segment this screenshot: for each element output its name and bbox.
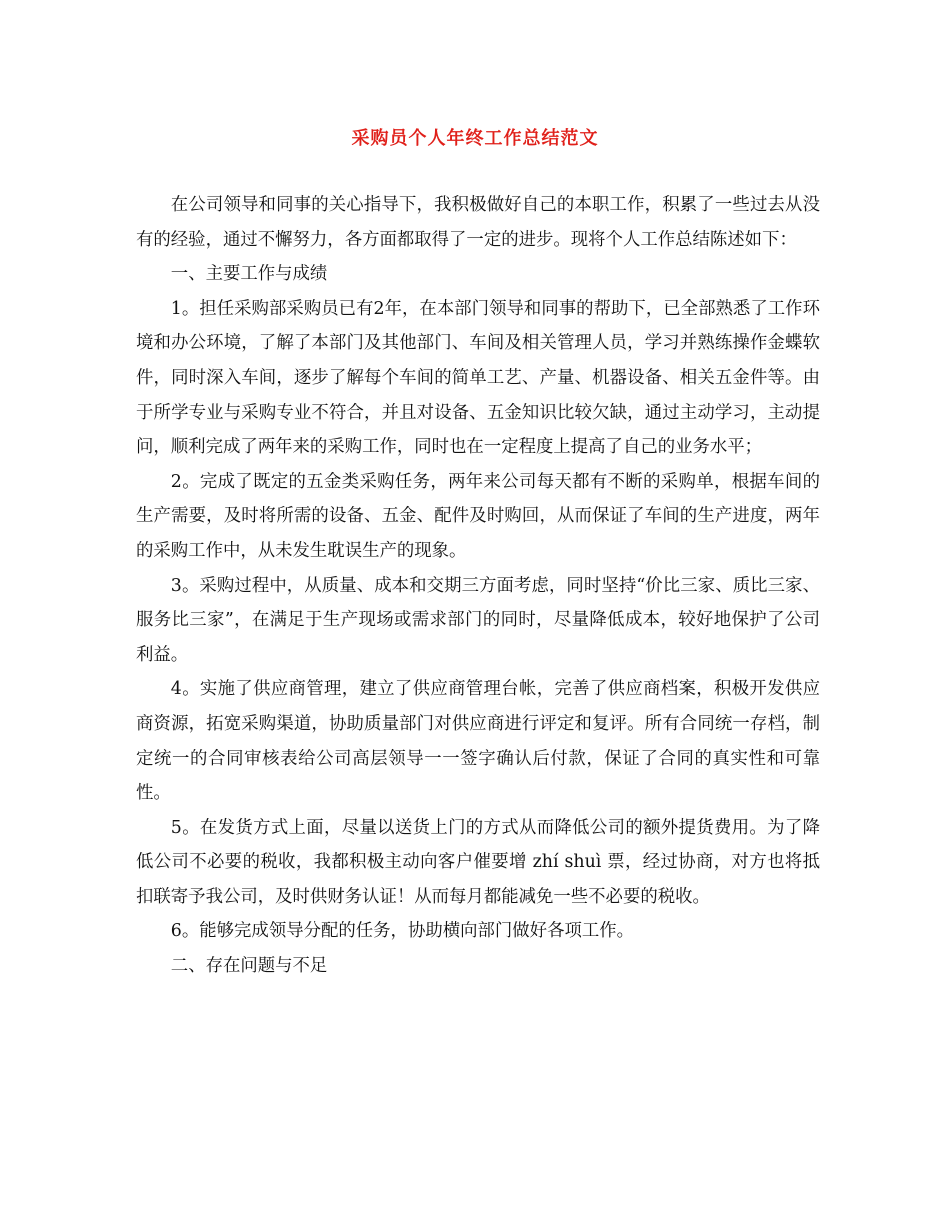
intro-paragraph: 在公司领导和同事的关心指导下，我积极做好自己的本职工作，积累了一些过去从没有的经验，通过不懈努力，各方面都取得了一定的进步。现将个人工作总结陈述如下： [136, 195, 820, 250]
work-item-6: 6。能够完成领导分配的任务，协助横向部门做好各项工作。 [170, 921, 635, 942]
work-item-1: 1。担任采购部采购员已有2年，在本部门领导和同事的帮助下，已全部熟悉了工作环境和办公环境，了解了本部门及其他部门、车间及相关管理人员，学习并熟练操作金蝶软件，同时深入车间，逐步了解每个车间的简单工艺、产量、机器设备、相关五金件等。由于所学专业与采购专业不符合，并且对设备、五金知识比较欠缺，通过主动学习，主动提问，顺利完成了两年来的采购工作，同时也在一定程度上提高了自己的业务水平； [136, 298, 820, 458]
work-item-5: 5。在发货方式上面，尽量以送货上门的方式从而降低公司的额外提货费用。为了降低公司不必要的税收，我都积极主动向客户催要增 zhí shuì 票，经过协商，对方也将抵扣联寄予我公司，及时供财务认证！从而每月都能减免一些不必要的税收。 [136, 817, 820, 907]
section-heading-main-work: 一、主要工作与成绩 [170, 264, 328, 285]
section-heading-problems: 二、存在问题与不足 [170, 956, 328, 977]
work-item-4: 4。实施了供应商管理，建立了供应商管理台帐，完善了供应商档案，积极开发供应商资源，拓宽采购渠道，协助质量部门对供应商进行评定和复评。所有合同统一存档，制定统一的合同审核表给公司高层领导一一签字确认后付款，保证了合同的真实性和可靠性。 [136, 679, 820, 804]
document-title: 采购员个人年终工作总结范文 [351, 128, 599, 149]
document-body [136, 188, 820, 984]
work-item-3: 3。采购过程中，从质量、成本和交期三方面考虑，同时坚持“价比三家、质比三家、服务比三家”，在满足于生产现场或需求部门的同时，尽量降低成本，较好地保护了公司利益。 [136, 575, 820, 665]
work-item-2: 2。完成了既定的五金类采购任务，两年来公司每天都有不断的采购单，根据车间的生产需要，及时将所需的设备、五金、配件及时购回，从而保证了车间的生产进度，两年的采购工作中，从未发生耽误生产的现象。 [136, 471, 820, 561]
